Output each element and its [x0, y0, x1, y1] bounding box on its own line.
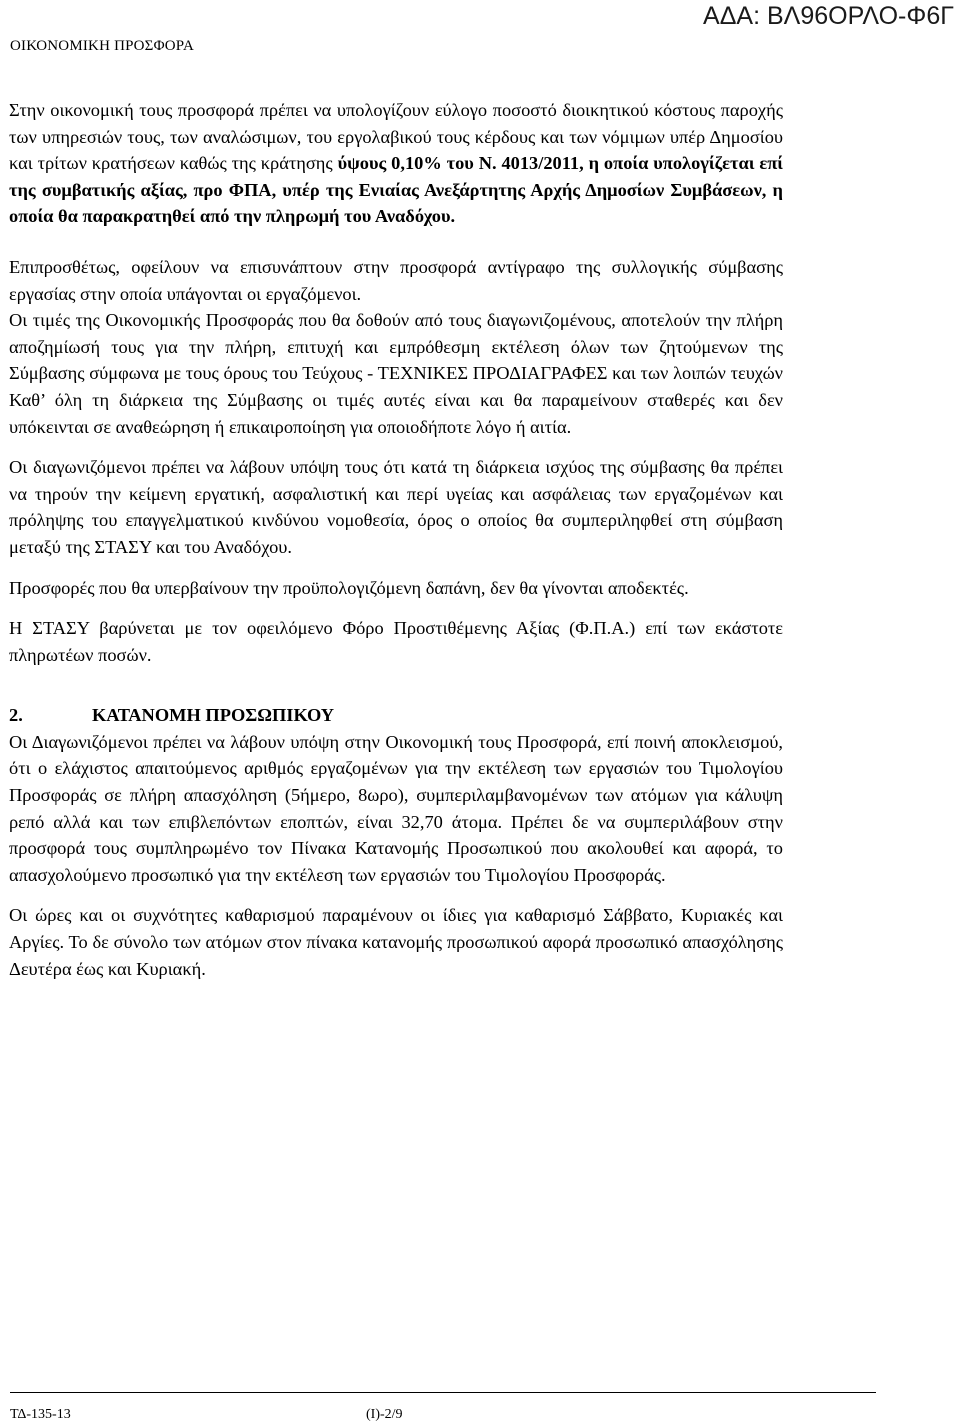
paragraph-collective-agreement: Επιπροσθέτως, οφείλουν να επισυνάπτουν στην προσφορά αντίγραφο της συλλογικής σύμβασης εργασίας στην οποία υπάγονται οι εργαζόμενοι. — [9, 256, 783, 304]
footer-divider — [10, 1392, 876, 1393]
paragraph-budget-limit: Προσφορές που θα υπερβαίνουν την προϋπολογιζόμενη δαπάνη, δεν θα γίνονται αποδεκτές. — [9, 577, 689, 598]
paragraph-text: Στην οικονομική τους προσφορά πρέπει να υπολογίζουν εύλογο ποσοστό διοικητικού κόστους παροχής των υπηρεσιών τους, των αναλώσιμων, του εργολαβικού τους κέρδους και των νόμιμων υπέρ Δημοσίου και τρίτων κρατήσεων καθώς της κράτησης — [9, 100, 783, 174]
paragraph-vat: Η ΣΤΑΣΥ βαρύνεται με τον οφειλόμενο Φόρο Προστιθέμενης Αξίας (Φ.Π.Α.) επί των εκάστοτε πληρωτέων ποσών. — [9, 618, 783, 665]
section-title: ΚΑΤΑΝΟΜΗ ΠΡΟΣΩΠΙΚΟΥ — [92, 705, 335, 726]
paragraph-labor-law: Οι διαγωνιζόμενοι πρέπει να λάβουν υπόψη τους ότι κατά τη διάρκεια ισχύος της σύμβασης θα πρέπει να τηρούν την κείμενη εργατική, ασφαλιστική και περί υγείας και ασφάλειας των εργαζομένων και πρόληψης του επαγγελματικού κινδύνου νομοθεσία, όρος ο οποίος θα συμπεριληφθεί στη σύμβαση μεταξύ της ΣΤΑΣΥ και του Αναδόχου. — [9, 457, 783, 557]
paragraph-cost-calculation — [9, 97, 783, 230]
document-section-header: ΟΙΚΟΝΟΜΙΚΗ ΠΡΟΣΦΟΡΑ — [10, 38, 195, 54]
section-number: 2. — [9, 705, 23, 726]
footer-document-code: ΤΔ-135-13 — [10, 1407, 71, 1422]
footer-page-number: (Ι)-2/9 — [366, 1407, 403, 1422]
paragraph-prices: Οι τιμές της Οικονομικής Προσφοράς που θα δοθούν από τους διαγωνιζομένους, αποτελούν την πλήρη αποζημίωσή τους για την πλήρη, επιτυχή και εμπρόθεσμη εκτέλεση όλων των ζητούμενων της Σύμβασης σύμφωνα με τους όρους του Τεύχους - ΤΕΧΝΙΚΕΣ ΠΡΟΔΙΑΓΡΑΦΕΣ και των λοιπών τευχών Καθ’ όλη τη διάρκεια της Σύμβασης οι τιμές αυτές είναι και θα παραμείνουν σταθερές και δεν υπόκεινται σε αναθεώρηση ή επικαιροποίηση για οποιοδήποτε λόγο ή αιτία. — [9, 310, 783, 437]
ada-code-header: ΑΔΑ: ΒΛ96ΟΡΛΟ-Φ6Γ — [703, 2, 954, 30]
paragraph-cleaning-hours: Οι ώρες και οι συχνότητες καθαρισμού παραμένουν οι ίδιες για καθαρισμό Σάββατο, Κυριακές και Αργίες. Το δε σύνολο των ατόμων στον πίνακα κατανομής προσωπικού αφορά προσωπικό απασχόλησης Δευτέρα έως και Κυριακή. — [9, 905, 783, 979]
paragraph-bold-text: ύψους 0,10% του Ν. 4013/2011, η οποία υπολογίζεται επί της συμβατικής αξίας, προ ΦΠΑ, υπέρ της Ενιαίας Ανεξάρτητης Αρχής Δημοσίων Συμβάσεων, η οποία θα παρακρατηθεί από την πληρωμή του Αναδόχου. — [9, 153, 783, 227]
paragraph-staffing: Οι Διαγωνιζόμενοι πρέπει να λάβουν υπόψη στην Οικονομική τους Προσφορά, επί ποινή αποκλεισμού, ότι ο ελάχιστος απαιτούμενος αριθμός εργαζομένων για την εκτέλεση των εργασιών του Τιμολογίου Προσφοράς σε πλήρη απασχόληση (5ήμερο, 8ωρο), συμπεριλαμβανομένων των ατόμων για κάλυψη ρεπό αλλά και των επιβλεπόντων εποπτών, είναι 32,70 άτομα. Πρέπει δε να συμπεριλάβουν στην προσφορά τους συμπληρωμένο τον Πίνακα Κατανομής Προσωπικού που ακολουθεί και αφορά, το απασχολούμενο προσωπικό για την εκτέλεση των εργασιών του Τιμολογίου Προσφοράς. — [9, 731, 783, 885]
document-body — [9, 97, 783, 982]
section-heading — [9, 702, 783, 729]
